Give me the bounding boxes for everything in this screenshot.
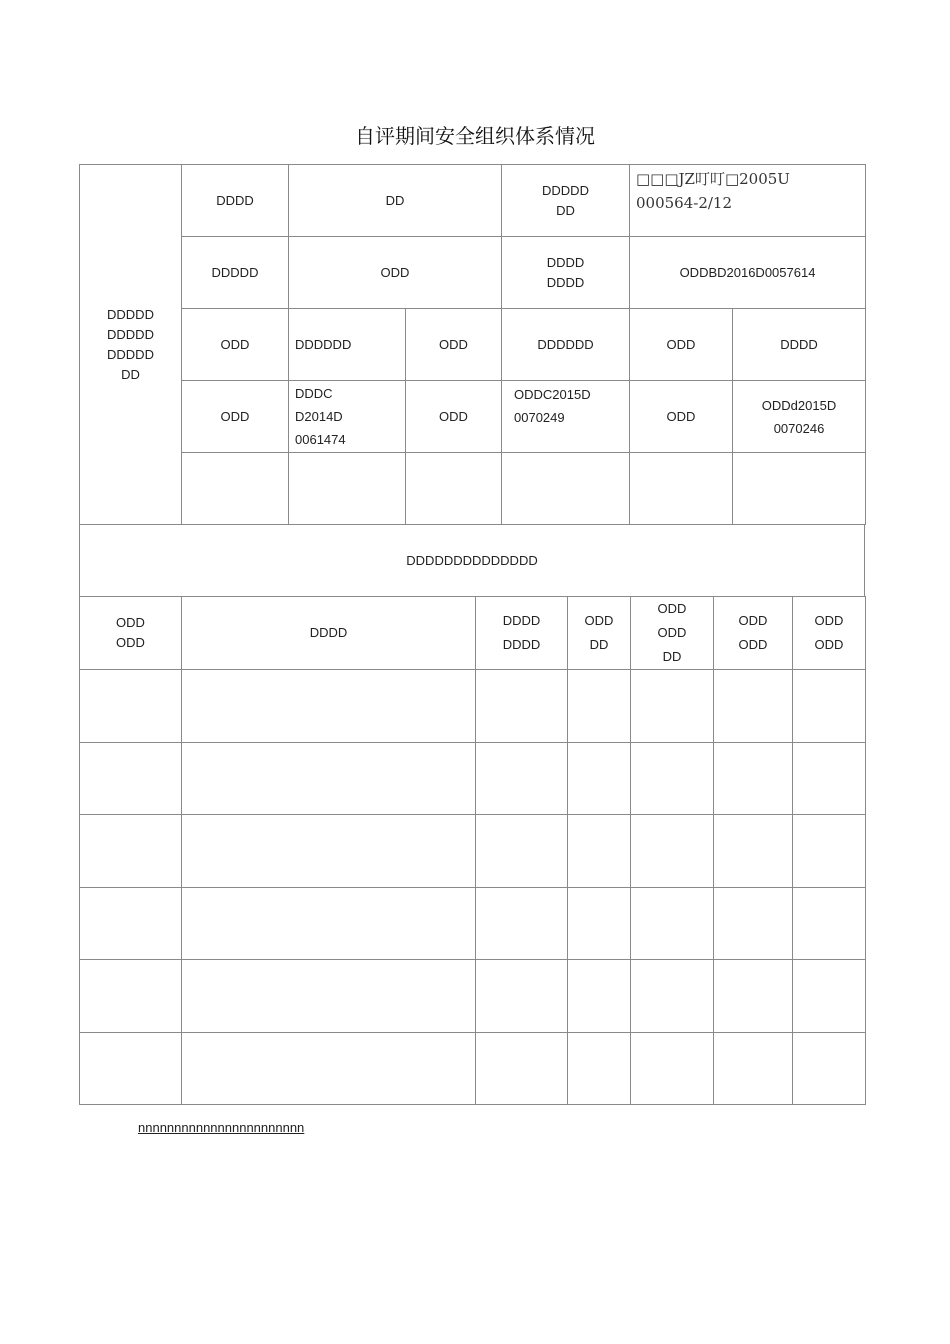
row1-value: DD [289, 165, 502, 237]
row3-cell: DDDD [733, 309, 866, 381]
row2-label: DDDDD [182, 237, 289, 309]
row3-cell: DDDDDD [289, 309, 406, 381]
empty-cell [733, 453, 866, 525]
table-row [80, 960, 866, 1033]
row4-cell: ODDd2015D 0070246 [733, 381, 866, 453]
section-heading-table [79, 524, 865, 597]
row1-label: DDDD [182, 165, 289, 237]
row3-cell: ODD [630, 309, 733, 381]
header-cell: DDDD [182, 597, 476, 670]
row4-cell: ODD [630, 381, 733, 453]
row2-label2: DDDD DDDD [502, 237, 630, 309]
header-cell: DDDD DDDD [476, 597, 568, 670]
empty-cell [406, 453, 502, 525]
safety-organization-form [79, 164, 865, 1105]
row3-cell: ODD [406, 309, 502, 381]
empty-cell [182, 453, 289, 525]
row4-cell: DDDC D2014D 0061474 [289, 381, 406, 453]
header-cell: ODD ODD [793, 597, 866, 670]
header-cell: ODD ODD [80, 597, 182, 670]
empty-cell [289, 453, 406, 525]
empty-cell [502, 453, 630, 525]
table-row [80, 1032, 866, 1105]
footnote: nnnnnnnnnnnnnnnnnnnnnnn [138, 1120, 305, 1135]
table-row [80, 815, 866, 888]
table-row [80, 742, 866, 815]
organization-info-table [79, 164, 866, 525]
row4-cell: ODDC2015D 0070249 [502, 381, 630, 453]
row4-cell: ODD [182, 381, 289, 453]
row2-value: ODD [289, 237, 502, 309]
side-label-cell: DDDDD DDDDD DDDDD DD [80, 165, 182, 525]
staff-table [79, 596, 866, 1105]
row4-cell: ODD [406, 381, 502, 453]
row3-cell: ODD [182, 309, 289, 381]
table-row [80, 670, 866, 743]
row1-value2: □□□JZ叮叮□2005U 000564-2/12 [630, 165, 866, 237]
header-cell: ODD DD [568, 597, 631, 670]
row3-cell: DDDDDD [502, 309, 630, 381]
header-cell: ODD ODD [714, 597, 793, 670]
section-heading: DDDDDDDDDDDDDD [80, 525, 865, 597]
table-row [80, 887, 866, 960]
empty-cell [630, 453, 733, 525]
page-title: 自评期间安全组织体系情况 [355, 124, 595, 148]
header-cell: ODD ODD DD [631, 597, 714, 670]
row2-value2: ODDBD2016D0057614 [630, 237, 866, 309]
row1-label2: DDDDD DD [502, 165, 630, 237]
staff-table-header [80, 597, 866, 670]
